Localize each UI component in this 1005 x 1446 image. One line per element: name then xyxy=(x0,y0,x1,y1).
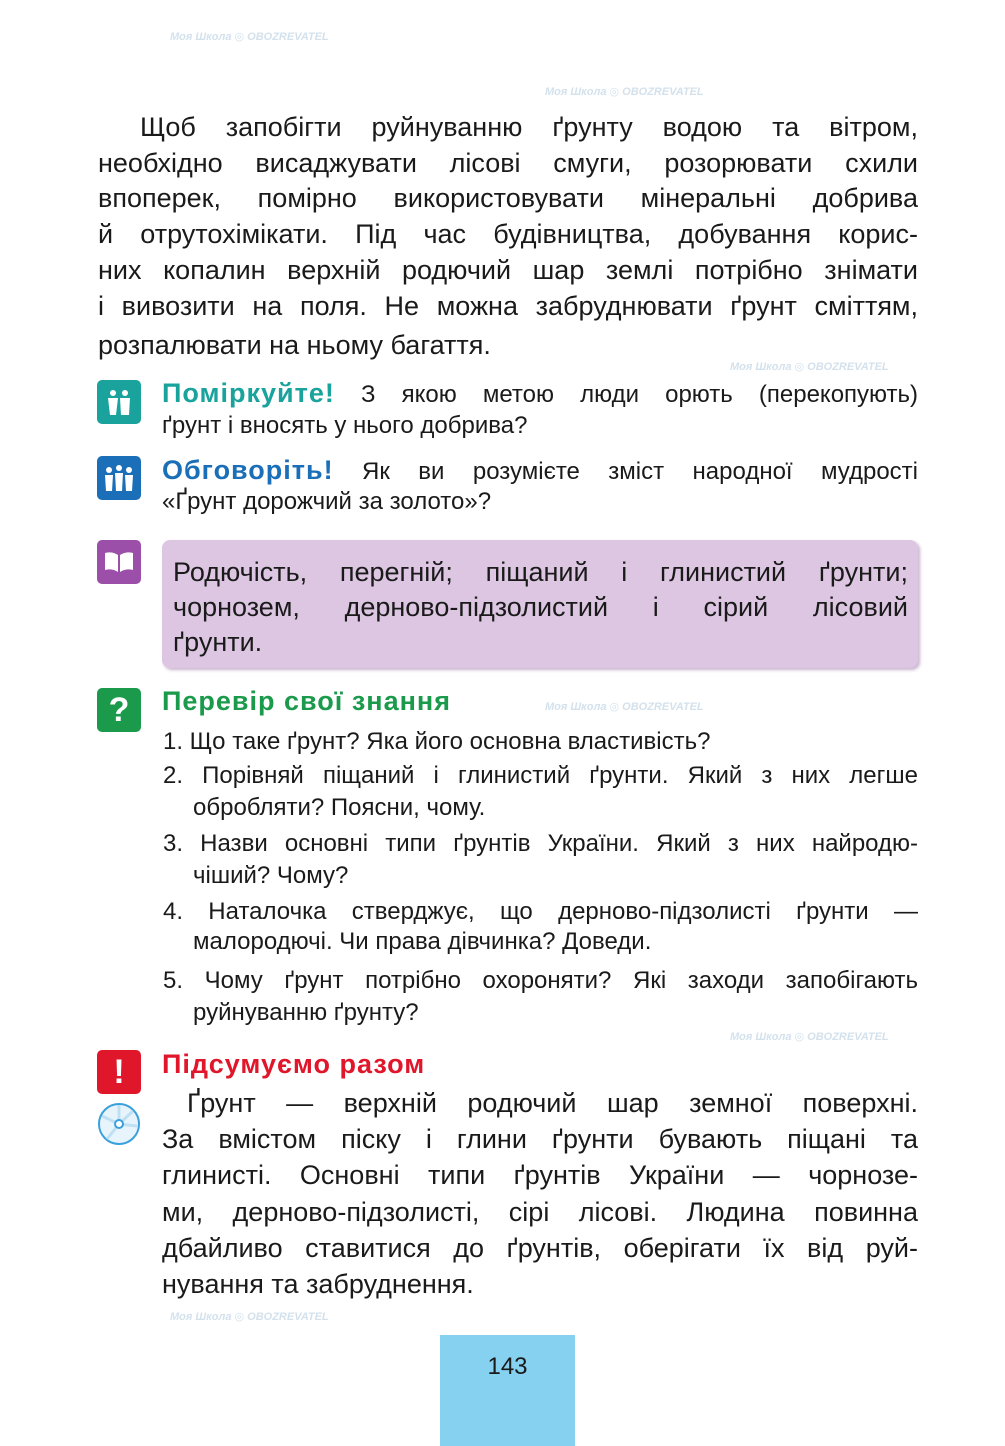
check-heading: Перевір свої знання xyxy=(162,686,451,716)
question-item: 5. Чому ґрунт потрібно охороняти? Які заходи запобігають xyxy=(163,967,918,994)
page-number-tab xyxy=(440,1335,575,1446)
key-terms-line: чорнозем, дерново-підзолистий і сірий лісовий xyxy=(173,592,908,622)
summary-line: глинисті. Основні типи ґрунтів України — чорнозе- xyxy=(162,1160,918,1190)
question-icon: ? xyxy=(97,688,141,732)
exclamation-icon: ! xyxy=(97,1050,141,1094)
question-item-cont: обробляти? Поясни, чому. xyxy=(193,794,486,821)
discuss-heading: Обговоріть! xyxy=(162,455,334,485)
watermark: Моя Школа ◎ OBOZREVATEL xyxy=(730,361,889,373)
page-number: 143 xyxy=(487,1353,528,1380)
summary-line: ми, дерново-підзолисті, сірі лісові. Людина повинна xyxy=(162,1197,918,1227)
text-line: необхідно висаджувати лісові смуги, розорювати схили xyxy=(98,148,918,178)
thinking-people-icon xyxy=(97,380,141,424)
summary-line: нування та забруднення. xyxy=(162,1269,474,1299)
text-line: і вивозити на поля. Не можна забруднювати ґрунт сміттям, xyxy=(98,291,918,321)
group-discussion-icon xyxy=(97,456,141,500)
text-line: й отрутохімікати. Під час будівництва, добування корис- xyxy=(98,219,918,249)
summary-line: Ґрунт — верхній родючий шар земної поверхні. xyxy=(187,1088,918,1118)
question-item-cont: руйнуванню ґрунту? xyxy=(193,999,419,1026)
think-question-cont: ґрунт і вносять у нього добрива? xyxy=(162,412,528,439)
cd-disc-icon xyxy=(97,1102,141,1146)
think-question: З якою метою люди орють (перекопують) xyxy=(361,381,918,408)
key-terms-line: ґрунти. xyxy=(173,627,263,657)
question-item: 2. Порівняй піщаний і глинистий ґрунти. Який з них легше xyxy=(163,762,918,789)
watermark: Моя Школа ◎ OBOZREVATEL xyxy=(170,31,329,43)
watermark: Моя Школа ◎ OBOZREVATEL xyxy=(545,86,704,98)
text-line: Щоб запобігти руйнуванню ґрунту водою та вітром, xyxy=(140,112,918,142)
watermark: Моя Школа ◎ OBOZREVATEL xyxy=(730,1031,889,1043)
text-line: впоперек, помірно використовувати мінеральні добрива xyxy=(98,183,918,213)
open-book-icon xyxy=(97,540,141,584)
question-item-cont: малородючі. Чи права дівчинка? Доведи. xyxy=(193,928,652,955)
watermark: Моя Школа ◎ OBOZREVATEL xyxy=(545,701,704,713)
summary-heading: Підсумуємо разом xyxy=(162,1049,426,1079)
summary-line: За вмістом піску і глини ґрунти бувають піщані та xyxy=(162,1124,918,1154)
think-heading: Поміркуйте! xyxy=(162,378,335,408)
discuss-question: Як ви розумієте зміст народної мудрості xyxy=(362,458,919,485)
question-item: 1. Що таке ґрунт? Яка його основна властивість? xyxy=(163,728,711,755)
text-line: розпалювати на ньому багаття. xyxy=(98,330,491,360)
watermark: Моя Школа ◎ OBOZREVATEL xyxy=(170,1311,329,1323)
question-item-cont: чіший? Чому? xyxy=(193,862,349,889)
question-item: 4. Наталочка стверджує, що дерново-підзолисті ґрунти — xyxy=(163,898,918,925)
discuss-question-cont: «Ґрунт дорожчий за золото»? xyxy=(162,488,492,515)
text-line: них копалин верхній родючий шар землі потрібно знімати xyxy=(98,255,918,285)
key-terms-line: Родючість, перегній; піщаний і глинистий ґрунти; xyxy=(173,557,908,587)
key-terms-box xyxy=(162,540,918,668)
summary-line: дбайливо ставитися до ґрунтів, оберігати їх від руй- xyxy=(162,1233,918,1263)
question-item: 3. Назви основні типи ґрунтів України. Який з них найродю- xyxy=(163,830,918,857)
